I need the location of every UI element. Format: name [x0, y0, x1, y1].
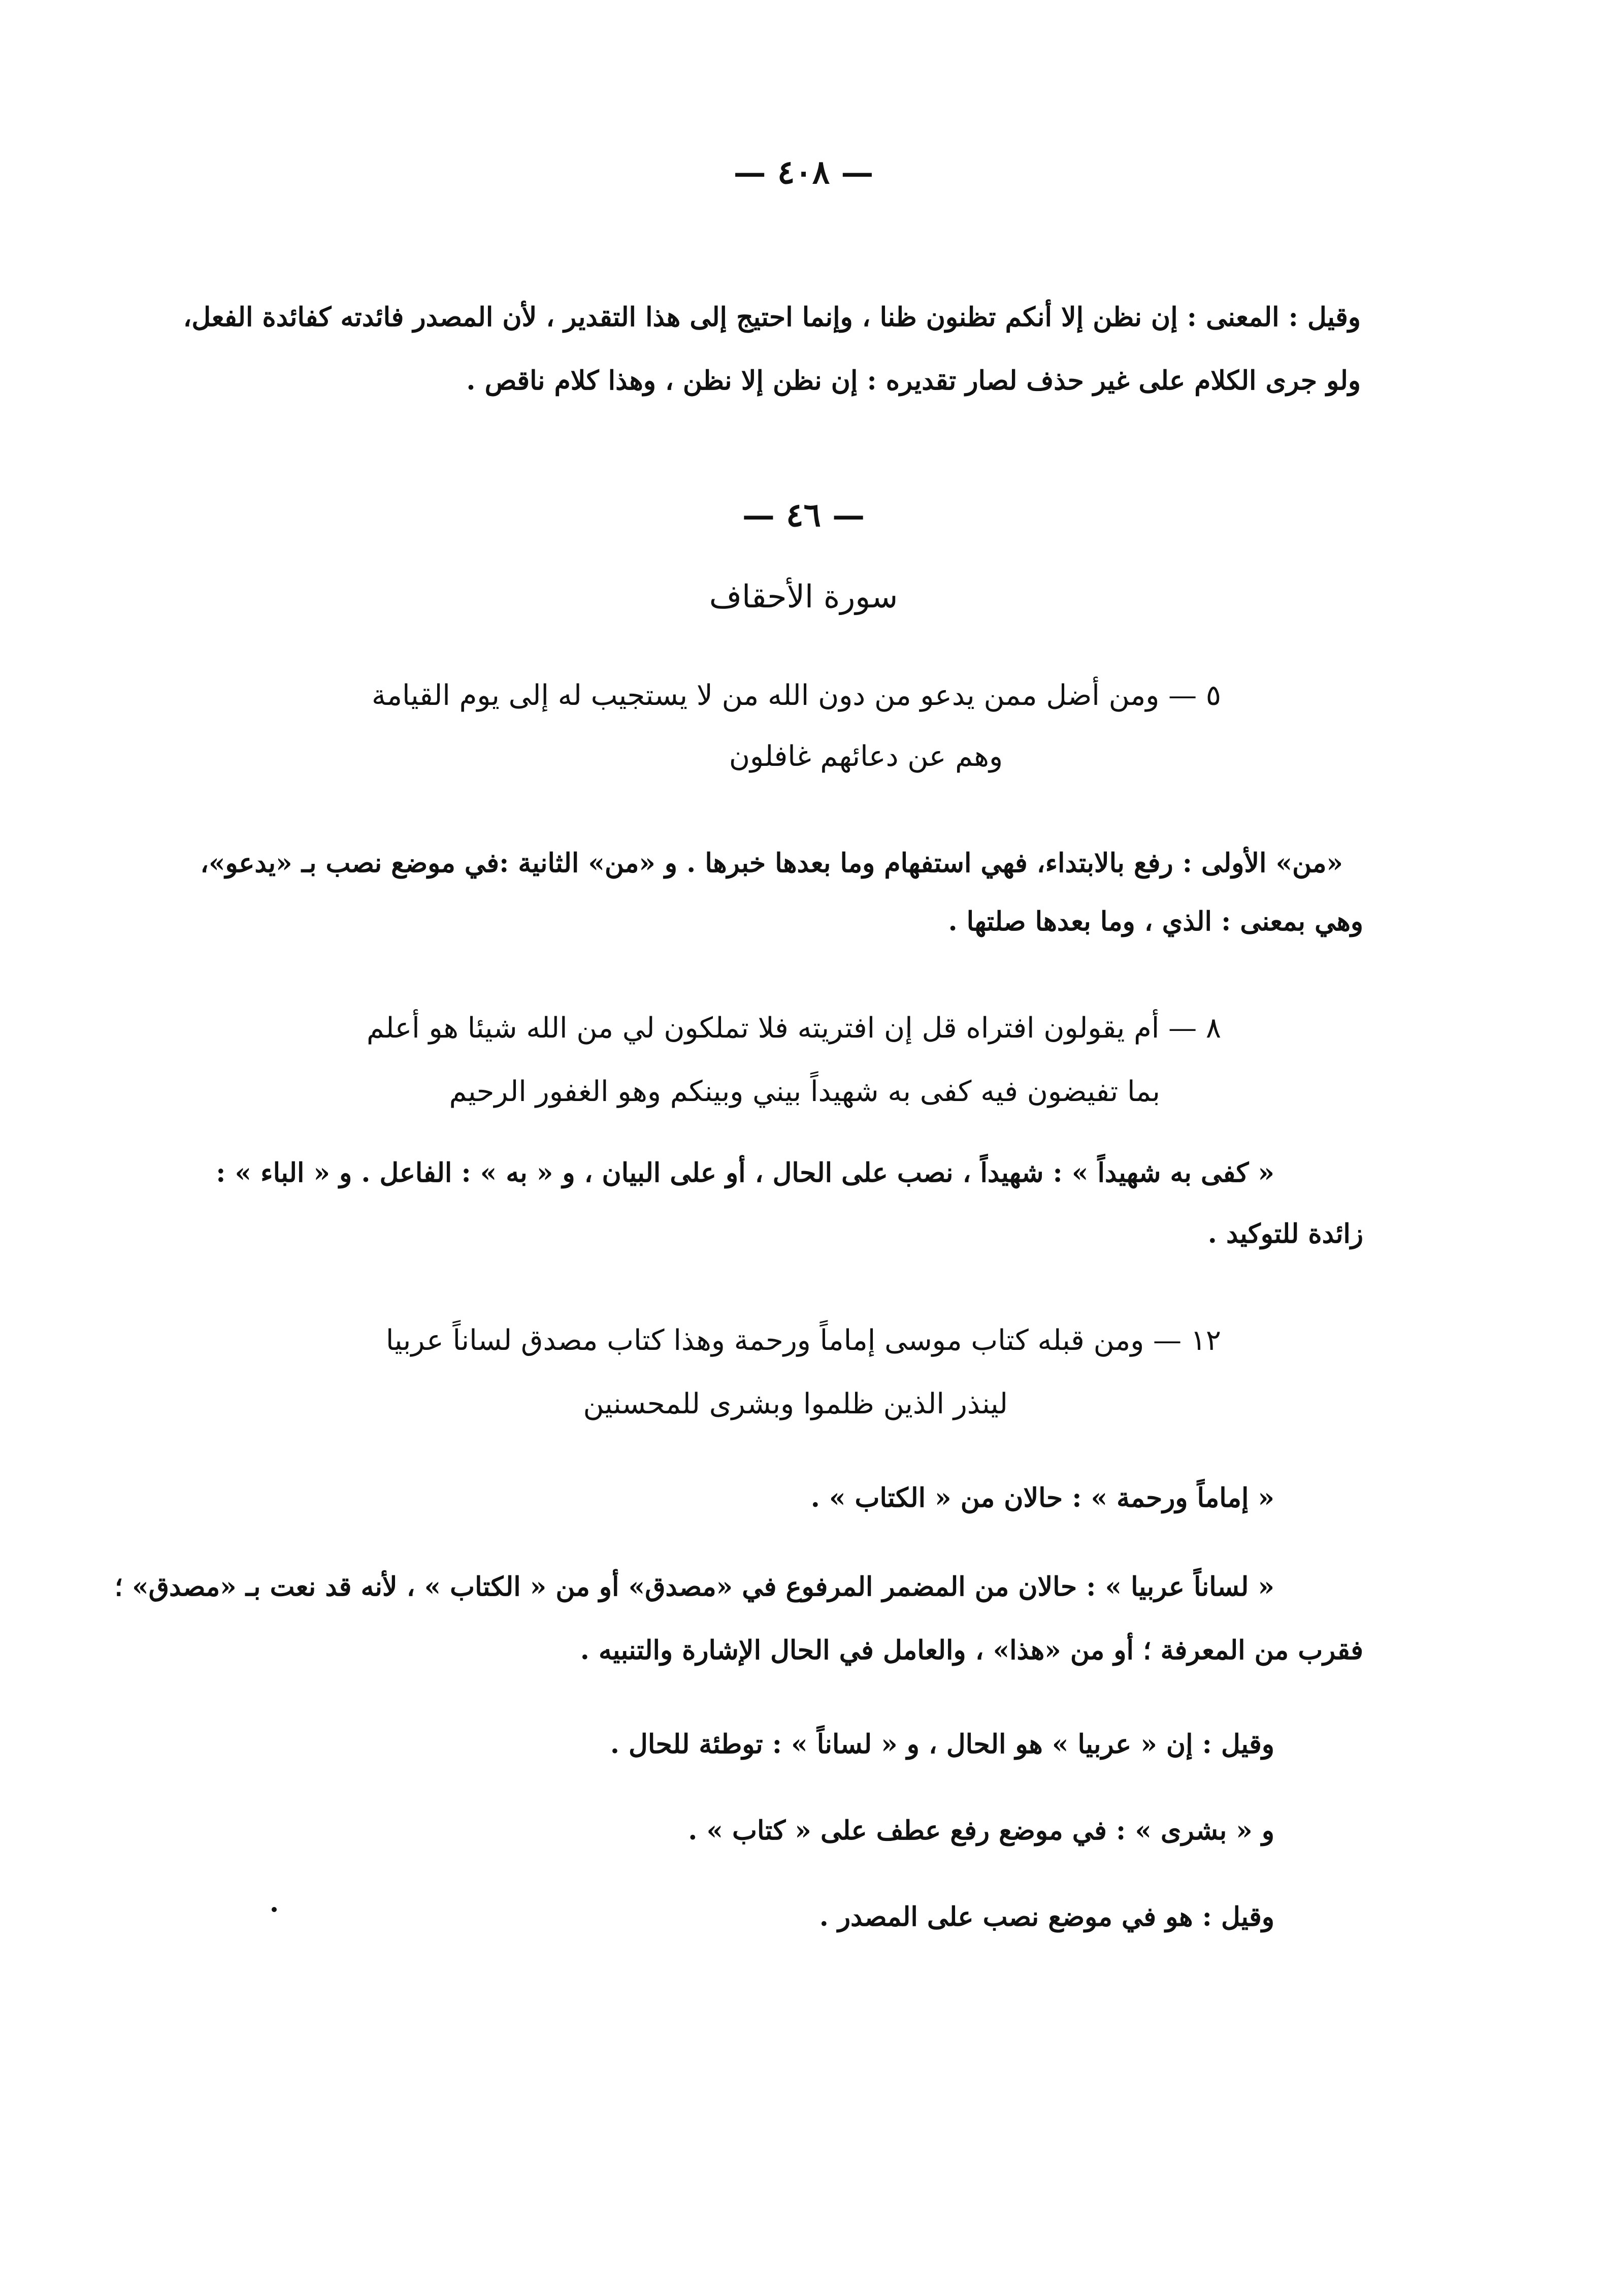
- sura-title: سورة الأحقاف: [709, 578, 898, 615]
- comment-12-e: وقيل : هو في موضع نصب على المصدر .: [819, 1901, 1274, 1932]
- verse-5-line-1: ٥ — ومن أضل ممن يدعو من دون الله من لا يستجيب له إلى يوم القيامة: [371, 679, 1221, 712]
- intro-line-2: ولو جرى الكلام على غير حذف لصار تقديره : إن نظن إلا نظن ، وهذا كلام ناقص .: [466, 365, 1361, 396]
- comment-8-line-1: « كفى به شهيداً » : شهيداً ، نصب على الحال ، أو على البيان ، و « به » : الفاعل . و « الباء » :: [216, 1157, 1274, 1188]
- comment-5-line-2: وهي بمعنى : الذي ، وما بعدها صلتها .: [948, 906, 1363, 937]
- page-number: — ٤٠٨ —: [733, 153, 874, 191]
- comment-12-b-line-1: « لساناً عربيا » : حالان من المضمر المرفوع في «مصدق» أو من « الكتاب » ، لأنه قد نعت بـ «مصدق» ؛: [114, 1571, 1274, 1602]
- verse-8-line-1: ٨ — أم يقولون افتراه قل إن افتريته فلا تملكون لي من الله شيئا هو أعلم: [366, 1012, 1221, 1045]
- intro-line-1: وقيل : المعنى : إن نظن إلا أنكم تظنون ظنا ، وإنما احتيج إلى هذا التقدير ، لأن المصدر فائدته كفائدة الفعل،: [183, 302, 1361, 333]
- section-number: — ٤٦ —: [742, 496, 865, 534]
- comment-12-d: و « بشرى » : في موضع رفع عطف على « كتاب » .: [688, 1815, 1274, 1846]
- comment-12-b-line-2: فقرب من المعرفة ؛ أو من «هذا» ، والعامل في الحال الإشارة والتنبيه .: [580, 1635, 1363, 1666]
- ink-speck: [272, 1907, 277, 1912]
- verse-12-line-1: ١٢ — ومن قبله كتاب موسى إماماً ورحمة وهذا كتاب مصدق لساناً عربيا: [385, 1324, 1221, 1357]
- verse-8-line-2: بما تفيضون فيه كفى به شهيداً بيني وبينكم وهو الغفور الرحيم: [449, 1075, 1160, 1108]
- verse-12-line-2: لينذر الذين ظلموا وبشرى للمحسنين: [583, 1387, 1008, 1420]
- comment-12-c: وقيل : إن « عربيا » هو الحال ، و « لساناً » : توطئة للحال .: [610, 1729, 1274, 1760]
- comment-5-line-1: «من» الأولى : رفع بالابتداء، فهي استفهام وما بعدها خبرها . و «من» الثانية :في موضع نصب بـ «يدعو»،: [200, 848, 1343, 879]
- verse-5-line-2: وهم عن دعائهم غافلون: [729, 740, 1003, 773]
- comment-12-a: « إماماً ورحمة » : حالان من « الكتاب » .: [810, 1482, 1274, 1513]
- comment-8-line-2: زائدة للتوكيد .: [1207, 1218, 1363, 1249]
